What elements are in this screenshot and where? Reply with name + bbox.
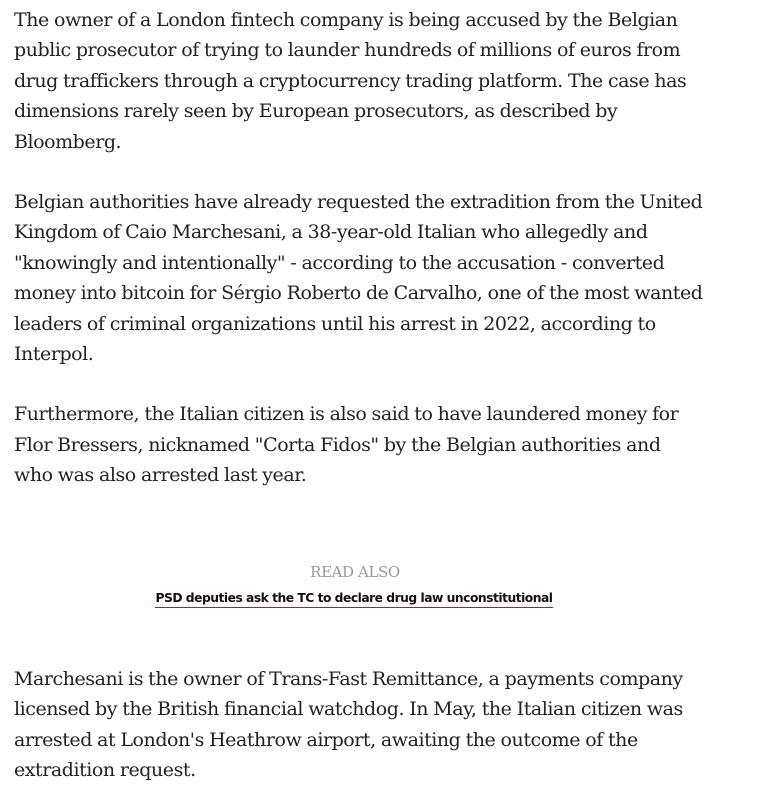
article-paragraph-2: Belgian authorities have already requested the extradition from the United Kingdom of Caio Marchesani, a 38-year-old Italian who allegedly and "knowingly and intentionally" - according to the accusation - converted money into bitcoin for Sérgio Roberto de Carvalho, one of the most wanted leaders of criminal organizations until his arrest in 2022, according to Interpol. [14,191,703,366]
read-also-box [14,562,694,608]
article-paragraph-1: The owner of a London fintech company is being accused by the Belgian public prosecutor of trying to launder hundreds of millions of euros from drug traffickers through a cryptocurrency trading platform. The case has dimensions rarely seen by European prosecutors, as described by Bloomberg. [14,9,687,153]
article-paragraph-3: Furthermore, the Italian citizen is also said to have laundered money for Flor Bressers, nicknamed "Corta Fidos" by the Belgian authorities and who was also arrested last year. [14,403,679,487]
article-body [14,5,704,785]
read-also-link[interactable]: PSD deputies ask the TC to declare drug law unconstitutional [155,590,552,608]
read-also-label: READ ALSO [310,562,400,581]
article-paragraph-4: Marchesani is the owner of Trans-Fast Remittance, a payments company licensed by the British financial watchdog. In May, the Italian citizen was arrested at London's Heathrow airport, awaiting the outcome of the extradition request. [14,667,683,781]
